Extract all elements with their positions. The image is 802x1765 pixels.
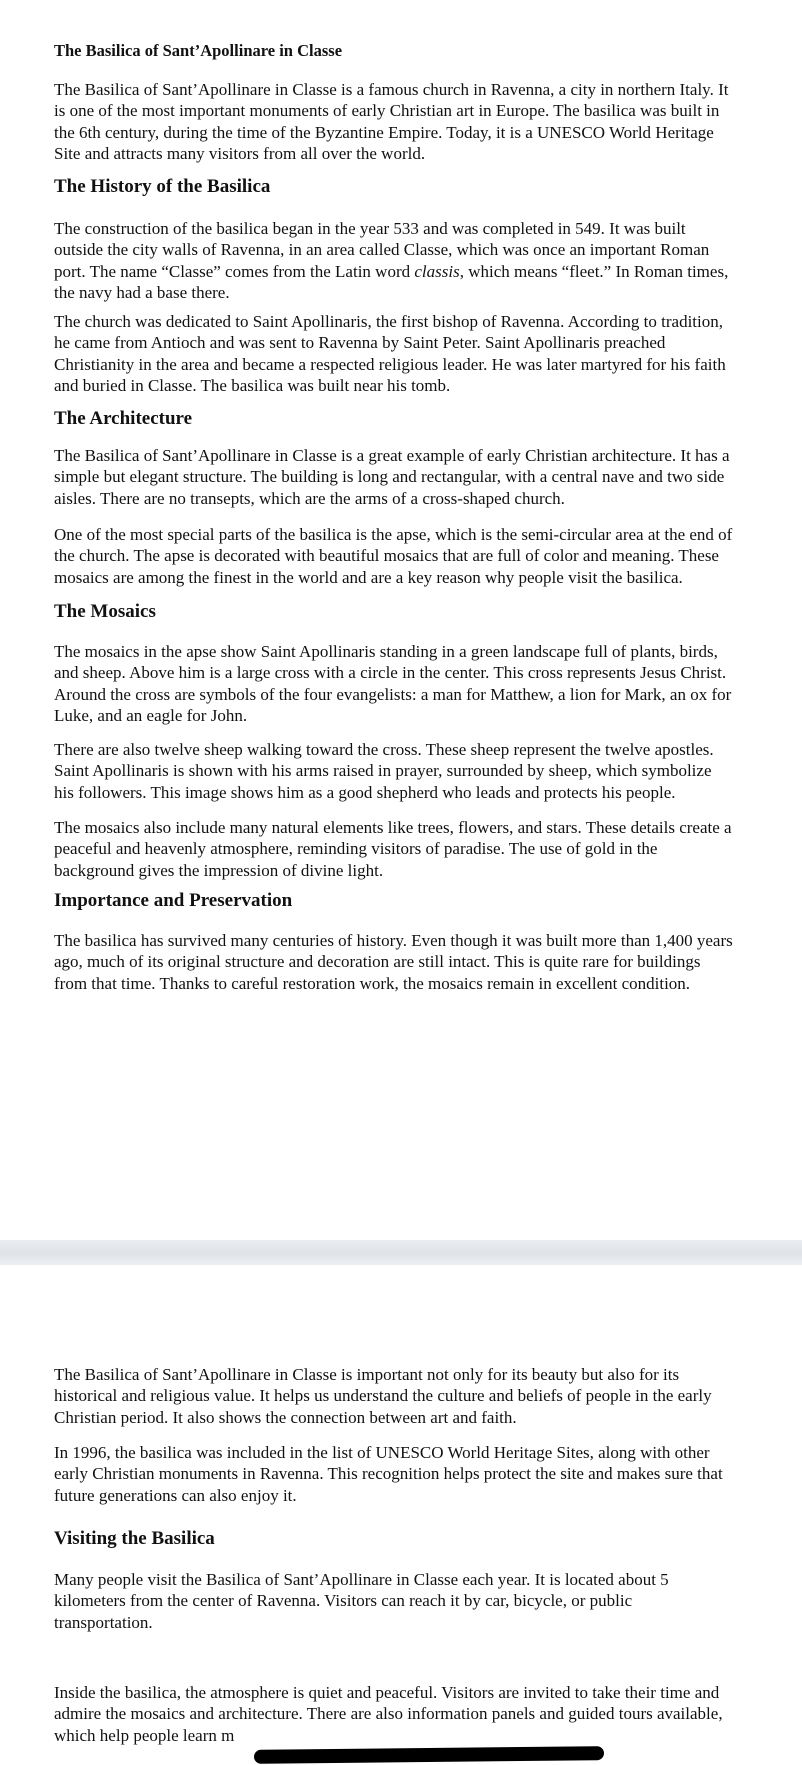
intro-paragraph	[54, 79, 802, 164]
latin-word: classis	[414, 261, 460, 281]
text-line: The mosaics also include many natural elements like trees, flowers, and stars. These details create a	[54, 818, 732, 837]
text-line: The Basilica of Sant’Apollinare in Classe is a great example of early Christian architecture. It has a	[54, 446, 730, 465]
text-line: The church was dedicated to Saint Apollinaris, the first bishop of Ravenna. According to tradition,	[54, 312, 723, 331]
text-line: the church. The apse is decorated with beautiful mosaics that are full of color and meaning. These	[54, 546, 719, 566]
text-line: early Christian monuments in Ravenna. This recognition helps protect the site and makes sure that	[54, 1464, 723, 1484]
text-line: is one of the most important monuments of early Christian art in Europe. The basilica was built in	[54, 101, 720, 121]
text-line: There are also twelve sheep walking toward the cross. These sheep represent the twelve apostles.	[54, 740, 714, 759]
text-line: and sheep. Above him is a large cross with a circle in the center. This cross represents Jesus Christ.	[54, 663, 727, 683]
importance-paragraph-3	[54, 1442, 802, 1506]
history-paragraph-1	[54, 218, 802, 303]
text-line: mosaics are among the finest in the world and are a key reason why people visit the basilica.	[54, 567, 683, 587]
text-line: he came from Antioch and was sent to Ravenna by Saint Peter. Saint Apollinaris preached	[54, 333, 666, 353]
text-line: admire the mosaics and architecture. There are also information panels and guided tours available,	[54, 1704, 723, 1724]
mosaics-paragraph-1	[54, 641, 802, 726]
text-line: Around the cross are symbols of the four evangelists: a man for Matthew, a lion for Mark, an ox for	[54, 684, 732, 704]
visiting-paragraph-2	[54, 1682, 802, 1746]
section-heading-visiting: Visiting the Basilica	[54, 1528, 215, 1549]
text-line: from that time. Thanks to careful restoration work, the mosaics remain in excellent condition.	[54, 973, 691, 993]
text-line: outside the city walls of Ravenna, in an area called Classe, which was once an important Roman	[54, 240, 710, 260]
text-line: kilometers from the center of Ravenna. Visitors can reach it by car, bicycle, or public	[54, 1591, 633, 1611]
text-line	[54, 261, 802, 282]
visiting-paragraph-1	[54, 1569, 802, 1633]
text-line: transportation.	[54, 1612, 153, 1632]
text-fragment: , which means “fleet.” In Roman times,	[459, 261, 729, 281]
page-break	[0, 1240, 802, 1265]
text-line: the navy had a base there.	[54, 282, 230, 302]
text-line: Christian period. It also shows the connection between art and faith.	[54, 1407, 517, 1427]
architecture-paragraph-1	[54, 445, 802, 509]
text-line: The basilica has survived many centuries of history. Even though it was built more than 1,400 years	[54, 931, 733, 950]
mosaics-paragraph-3	[54, 817, 802, 881]
text-line: In 1996, the basilica was included in the list of UNESCO World Heritage Sites, along with other	[54, 1443, 710, 1462]
text-line: One of the most special parts of the basilica is the apse, which is the semi-circular area at the end of	[54, 525, 733, 544]
text-line: Saint Apollinaris is shown with his arms raised in prayer, surrounded by sheep, which symbolize	[54, 761, 712, 781]
text-line: future generations can also enjoy it.	[54, 1485, 297, 1505]
text-line: The Basilica of Sant’Apollinare in Classe is a famous church in Ravenna, a city in northern Italy. It	[54, 80, 729, 99]
document-title: The Basilica of Sant’Apollinare in Classe	[54, 41, 343, 60]
text-line: Inside the basilica, the atmosphere is quiet and peaceful. Visitors are invited to take their time and	[54, 1683, 720, 1702]
text-fragment: port. The name “Classe” comes from the Latin word	[54, 261, 415, 281]
importance-paragraph-2	[54, 1364, 802, 1428]
text-line: background gives the impression of divine light.	[54, 860, 384, 880]
text-line: aisles. There are no transepts, which are the arms of a cross-shaped church.	[54, 488, 565, 508]
section-heading-mosaics: The Mosaics	[54, 601, 156, 622]
architecture-paragraph-2	[54, 524, 802, 588]
text-line: the 6th century, during the time of the Byzantine Empire. Today, it is a UNESCO World Heritage	[54, 122, 714, 142]
mosaics-paragraph-2	[54, 739, 802, 803]
text-line: which help people learn m	[54, 1725, 235, 1745]
text-line: The construction of the basilica began in the year 533 and was completed in 549. It was built	[54, 219, 686, 238]
text-line: The mosaics in the apse show Saint Apollinaris standing in a green landscape full of plants, birds,	[54, 642, 718, 661]
section-heading-importance: Importance and Preservation	[54, 890, 293, 911]
text-line: ago, much of its original structure and decoration are still intact. This is quite rare for buildings	[54, 952, 701, 972]
text-line: Christianity in the area and became a respected religious leader. He was later martyred for his faith	[54, 354, 726, 374]
text-line: and buried in Classe. The basilica was built near his tomb.	[54, 375, 451, 395]
text-line: simple but elegant structure. The building is long and rectangular, with a central nave and two side	[54, 467, 725, 487]
text-line: historical and religious value. It helps us understand the culture and beliefs of people in the early	[54, 1386, 712, 1406]
history-paragraph-2	[54, 311, 802, 396]
text-line: The Basilica of Sant’Apollinare in Classe is important not only for its beauty but also for its	[54, 1365, 680, 1384]
section-heading-history: The History of the Basilica	[54, 176, 271, 197]
text-line: Luke, and an eagle for John.	[54, 705, 248, 725]
text-line: peaceful and heavenly atmosphere, reminding visitors of paradise. The use of gold in the	[54, 839, 658, 859]
importance-paragraph-1	[54, 930, 802, 994]
section-heading-architecture: The Architecture	[54, 408, 193, 429]
text-line: Site and attracts many visitors from all over the world.	[54, 143, 426, 163]
text-line: Many people visit the Basilica of Sant’Apollinare in Classe each year. It is located about 5	[54, 1570, 669, 1589]
text-line: his followers. This image shows him as a good shepherd who leads and protects his people.	[54, 782, 676, 802]
